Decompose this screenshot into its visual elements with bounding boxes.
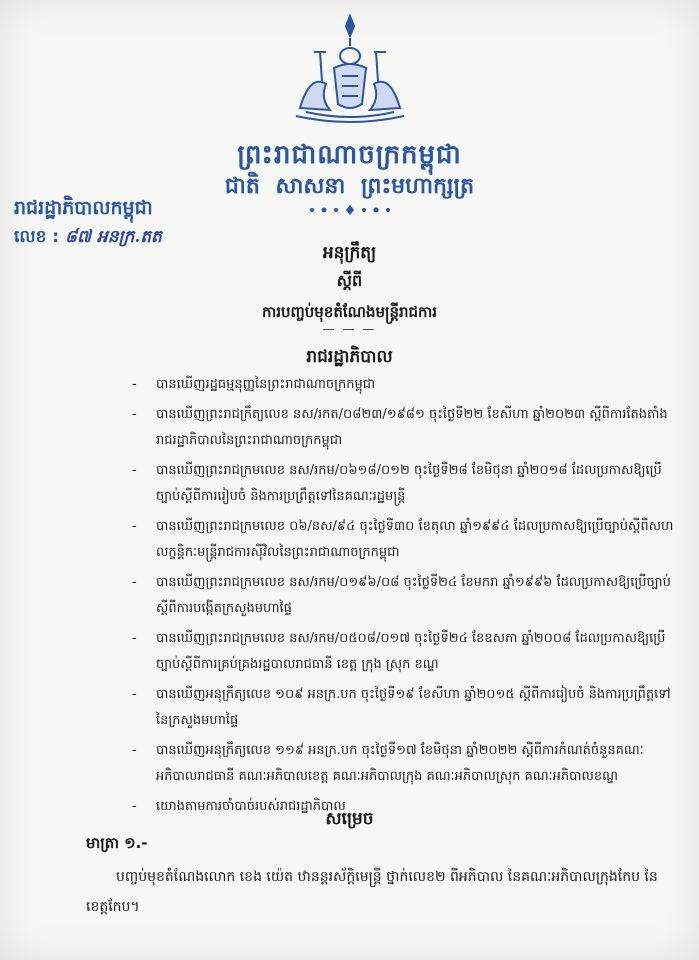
list-item: - បានឃើញរដ្ឋធម្មនុញ្ញនៃព្រះរាជាណាចក្រកម្ពុជា [146,372,676,398]
reference-value: ៨៧ អនក្រ.តត [65,227,162,247]
list-item: - បានឃើញព្រះរាជក្រមលេខ នស/រកម/០៦១៨/០១២ ចុះថ្ងៃទី២៨ ខែមិថុនា ឆ្នាំ២០១៨ ដែលប្រកាសឱ្យប្រើច្បាប់ស្តីពីការរៀបចំ និងការប្រព្រឹត្តទៅនៃគណៈរដ្ឋមន្ត្រី [146,458,676,510]
article-1-text: បញ្ចប់មុខតំណែងលោក ខេង យ៉េត ឋានន្តរស័ក្តិមេន្ត្រី ថ្នាក់លេខ២ ពីអភិបាល នៃគណៈអភិបាលក្រុងកែប នៃខេត្តកែប។ [86,869,658,915]
list-item: - បានឃើញព្រះរាជក្រមលេខ នស/រកម/០១៩៦/០៨ ចុះថ្ងៃទី២៤ ខែមករា ឆ្នាំ១៩៩៦ ដែលប្រកាសឱ្យប្រើច្បាប់ស្តីពីការបង្កើតក្រសួងមហាផ្ទៃ [146,570,676,622]
reference-label: លេខ : [14,227,60,247]
list-item: - បានឃើញព្រះរាជក្រមលេខ ០៦/នស/៩៤ ចុះថ្ងៃទី៣០ ខែតុលា ឆ្នាំ១៩៩៤ ដែលប្រកាសឱ្យប្រើច្បាប់ស្តីពីសហលក្ខន្តិកៈមន្ត្រីរាជការស៊ីវិលនៃព្រះរាជាណាចក្រកម្ពុជា [146,514,676,566]
kingdom-title: ព្រះរាជាណាចក្រកម្ពុជា [237,140,462,170]
national-motto: ជាតិ សាសនា ព្រះមហាក្សត្រ [224,174,475,199]
list-item: - បានឃើញព្រះរាជក្រមលេខ នស/រកម/០៥០៨/០១៧ ចុះថ្ងៃទី២៤ ខែឧសភា ឆ្នាំ២០០៨ ដែលប្រកាសឱ្យប្រើច្បាប់ស្តីពីការគ្រប់គ្រងរដ្ឋបាលរាជធានី ខេត្ត ក្រុង ស្រុក ខណ្ឌ [146,626,676,678]
considerations-list [146,372,676,824]
decision-heading: សម្រេច [325,809,374,829]
list-item: - បានឃើញព្រះរាជក្រឹត្យលេខ នស/រកត/០៨២៣/១៩៨១ ចុះថ្ងៃទី២២ ខែសីហា ឆ្នាំ២០២៣ ស្តីពីការតែងតាំងរាជរដ្ឋាភិបាលនៃព្រះរាជាណាចក្រកម្ពុជា [146,402,676,454]
list-item: - យោងតាមការចាំបាច់របស់រាជរដ្ឋាភិបាល [146,794,676,820]
article-1-label: មាត្រា ១.- [86,834,148,852]
issuer-name: រាជរដ្ឋាភិបាលកម្ពុជា [14,197,153,219]
authority-heading: រាជរដ្ឋាភិបាល [306,347,393,367]
document-subject: ការបញ្ចប់មុខតំណែងមន្ត្រីរាជការ [261,303,438,321]
list-item: - បានឃើញអនុក្រឹត្យលេខ ១០៩ អនក្រ.បក ចុះថ្ងៃទី១៩ ខែសីហា ឆ្នាំ២០១៥ ស្តីពីការរៀបចំ និងការប្រព្រឹត្តទៅនៃក្រសួងមហាផ្ទៃ [146,682,676,734]
list-item: - បានឃើញអនុក្រឹត្យលេខ ១១៩ អនក្រ.បក ចុះថ្ងៃទី១៧ ខែមិថុនា ឆ្នាំ២០២២ ស្តីពីការកំណត់ចំនួនគណៈអភិបាលរាជធានី គណៈអភិបាលខេត្ត គណៈអភិបាលក្រុង គណៈអភិបាលស្រុក គណៈអភិបាលខណ្ឌ [146,738,676,790]
subject-divider: — — — [322,322,377,336]
royal-arms-icon [290,12,410,124]
ornament-divider-icon [302,203,398,217]
document-on: ស្តីពី [336,271,363,290]
document-type: អនុក្រឹត្យ [322,243,377,263]
